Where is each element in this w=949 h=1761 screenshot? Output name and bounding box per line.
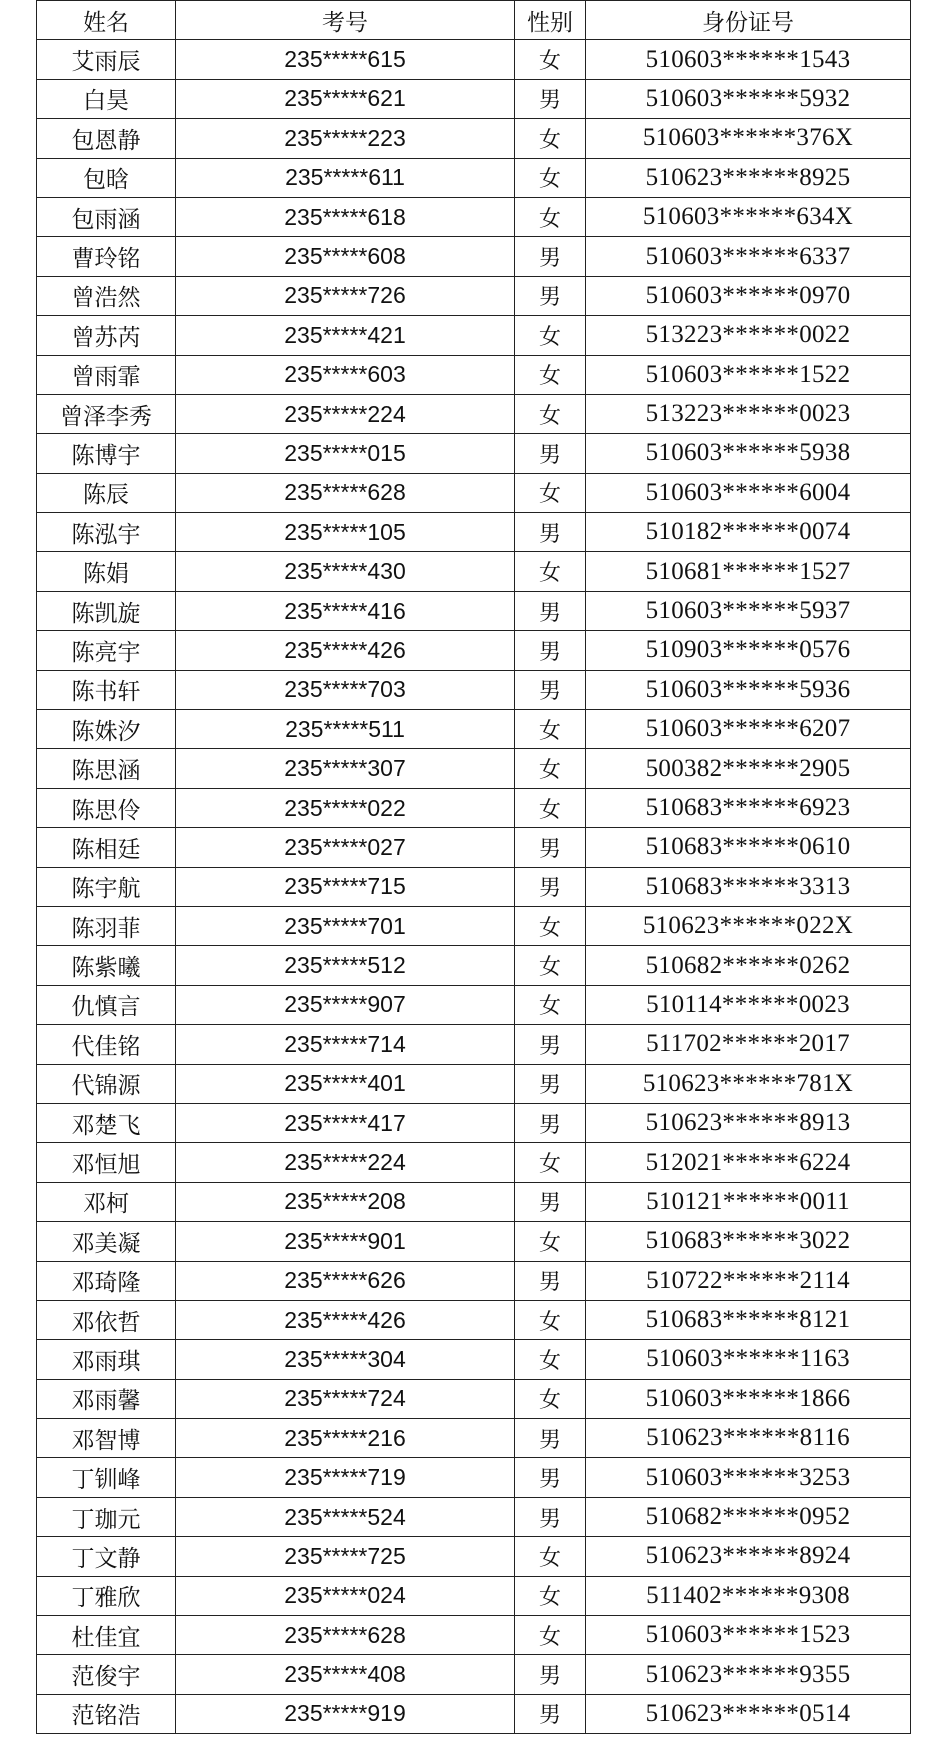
cell-name: 邓依哲 <box>37 1300 176 1339</box>
cell-name: 丁钏峰 <box>37 1458 176 1497</box>
cell-name: 邓智博 <box>37 1419 176 1458</box>
cell-exam-number: 235*****726 <box>176 276 515 315</box>
cell-id-number: 510683******3022 <box>586 1222 911 1261</box>
cell-exam-number: 235*****901 <box>176 1222 515 1261</box>
table-row <box>37 237 911 276</box>
table-row <box>37 1182 911 1221</box>
cell-id-number: 510121******0011 <box>586 1182 911 1221</box>
cell-gender: 女 <box>515 1340 586 1379</box>
cell-exam-number: 235*****907 <box>176 985 515 1024</box>
cell-id-number: 512021******6224 <box>586 1143 911 1182</box>
cell-name: 邓恒旭 <box>37 1143 176 1182</box>
table-row <box>37 1025 911 1064</box>
cell-id-number: 510682******0262 <box>586 946 911 985</box>
header-exam-number: 考号 <box>176 1 515 40</box>
cell-name: 陈书轩 <box>37 670 176 709</box>
cell-gender: 女 <box>515 1300 586 1339</box>
cell-gender: 女 <box>515 473 586 512</box>
cell-name: 陈亮宇 <box>37 631 176 670</box>
cell-exam-number: 235*****421 <box>176 316 515 355</box>
table-row <box>37 79 911 118</box>
table-row <box>37 40 911 79</box>
header-row <box>37 1 911 40</box>
cell-name: 范俊宇 <box>37 1655 176 1694</box>
table-row <box>37 552 911 591</box>
header-id-number: 身份证号 <box>586 1 911 40</box>
cell-exam-number: 235*****603 <box>176 355 515 394</box>
cell-gender: 男 <box>515 631 586 670</box>
cell-gender: 男 <box>515 828 586 867</box>
cell-name: 艾雨辰 <box>37 40 176 79</box>
cell-exam-number: 235*****417 <box>176 1103 515 1142</box>
table-row <box>37 1694 911 1733</box>
cell-exam-number: 235*****715 <box>176 867 515 906</box>
cell-exam-number: 235*****224 <box>176 1143 515 1182</box>
cell-id-number: 510603******6337 <box>586 237 911 276</box>
table-row <box>37 1379 911 1418</box>
table-row <box>37 1458 911 1497</box>
cell-id-number: 510114******0023 <box>586 985 911 1024</box>
cell-exam-number: 235*****224 <box>176 394 515 433</box>
cell-name: 邓雨馨 <box>37 1379 176 1418</box>
cell-name: 陈博宇 <box>37 434 176 473</box>
cell-name: 杜佳宜 <box>37 1616 176 1655</box>
cell-gender: 女 <box>515 355 586 394</box>
table-row <box>37 1103 911 1142</box>
student-roster-table <box>36 0 911 1734</box>
cell-name: 邓柯 <box>37 1182 176 1221</box>
cell-name: 曾雨霏 <box>37 355 176 394</box>
cell-gender: 女 <box>515 1222 586 1261</box>
cell-name: 陈辰 <box>37 473 176 512</box>
cell-name: 陈宇航 <box>37 867 176 906</box>
cell-id-number: 510603******1543 <box>586 40 911 79</box>
cell-exam-number: 235*****524 <box>176 1497 515 1536</box>
cell-name: 包雨涵 <box>37 197 176 236</box>
cell-name: 曾苏芮 <box>37 316 176 355</box>
student-roster-sheet <box>36 0 911 1734</box>
cell-gender: 男 <box>515 670 586 709</box>
cell-id-number: 510682******0952 <box>586 1497 911 1536</box>
table-row <box>37 985 911 1024</box>
cell-id-number: 500382******2905 <box>586 749 911 788</box>
cell-name: 范铭浩 <box>37 1694 176 1733</box>
table-row <box>37 946 911 985</box>
cell-name: 丁雅欣 <box>37 1576 176 1615</box>
table-row <box>37 1497 911 1536</box>
cell-gender: 男 <box>515 1182 586 1221</box>
cell-exam-number: 235*****022 <box>176 788 515 827</box>
cell-id-number: 510603******6207 <box>586 710 911 749</box>
cell-gender: 女 <box>515 710 586 749</box>
cell-name: 曹玲铭 <box>37 237 176 276</box>
table-row <box>37 1616 911 1655</box>
cell-gender: 男 <box>515 1261 586 1300</box>
cell-exam-number: 235*****618 <box>176 197 515 236</box>
cell-exam-number: 235*****615 <box>176 40 515 79</box>
cell-id-number: 510903******0576 <box>586 631 911 670</box>
cell-gender: 女 <box>515 788 586 827</box>
table-row <box>37 394 911 433</box>
cell-name: 代佳铭 <box>37 1025 176 1064</box>
cell-id-number: 510623******0514 <box>586 1694 911 1733</box>
cell-exam-number: 235*****512 <box>176 946 515 985</box>
cell-name: 陈相廷 <box>37 828 176 867</box>
cell-name: 丁珈元 <box>37 1497 176 1536</box>
cell-exam-number: 235*****426 <box>176 631 515 670</box>
cell-name: 陈姝汐 <box>37 710 176 749</box>
cell-gender: 男 <box>515 867 586 906</box>
cell-exam-number: 235*****430 <box>176 552 515 591</box>
table-row <box>37 1537 911 1576</box>
cell-id-number: 510623******9355 <box>586 1655 911 1694</box>
table-row <box>37 867 911 906</box>
cell-gender: 男 <box>515 434 586 473</box>
cell-id-number: 510603******5938 <box>586 434 911 473</box>
cell-exam-number: 235*****628 <box>176 473 515 512</box>
table-row <box>37 1064 911 1103</box>
cell-id-number: 510683******6923 <box>586 788 911 827</box>
table-header <box>37 1 911 40</box>
cell-gender: 女 <box>515 1616 586 1655</box>
cell-exam-number: 235*****401 <box>176 1064 515 1103</box>
cell-name: 曾浩然 <box>37 276 176 315</box>
cell-id-number: 510603******5932 <box>586 79 911 118</box>
table-row <box>37 1143 911 1182</box>
cell-exam-number: 235*****426 <box>176 1300 515 1339</box>
cell-exam-number: 235*****027 <box>176 828 515 867</box>
cell-exam-number: 235*****024 <box>176 1576 515 1615</box>
cell-id-number: 510603******0970 <box>586 276 911 315</box>
cell-exam-number: 235*****611 <box>176 158 515 197</box>
table-row <box>37 670 911 709</box>
cell-gender: 女 <box>515 40 586 79</box>
cell-gender: 男 <box>515 79 586 118</box>
cell-gender: 男 <box>515 513 586 552</box>
cell-exam-number: 235*****719 <box>176 1458 515 1497</box>
cell-id-number: 510681******1527 <box>586 552 911 591</box>
header-gender: 性别 <box>515 1 586 40</box>
table-row <box>37 158 911 197</box>
table-row <box>37 316 911 355</box>
table-row <box>37 1576 911 1615</box>
cell-id-number: 510623******781X <box>586 1064 911 1103</box>
table-row <box>37 1419 911 1458</box>
cell-name: 陈思涵 <box>37 749 176 788</box>
cell-exam-number: 235*****919 <box>176 1694 515 1733</box>
table-row <box>37 828 911 867</box>
table-row <box>37 276 911 315</box>
table-row <box>37 473 911 512</box>
cell-exam-number: 235*****703 <box>176 670 515 709</box>
cell-name: 丁文静 <box>37 1537 176 1576</box>
cell-gender: 男 <box>515 1419 586 1458</box>
cell-exam-number: 235*****015 <box>176 434 515 473</box>
table-body <box>37 40 911 1734</box>
table-row <box>37 1340 911 1379</box>
cell-exam-number: 235*****208 <box>176 1182 515 1221</box>
cell-exam-number: 235*****216 <box>176 1419 515 1458</box>
cell-exam-number: 235*****725 <box>176 1537 515 1576</box>
cell-name: 代锦源 <box>37 1064 176 1103</box>
cell-gender: 女 <box>515 158 586 197</box>
cell-gender: 女 <box>515 552 586 591</box>
header-name: 姓名 <box>37 1 176 40</box>
cell-exam-number: 235*****408 <box>176 1655 515 1694</box>
cell-id-number: 510603******3253 <box>586 1458 911 1497</box>
cell-name: 包晗 <box>37 158 176 197</box>
cell-name: 邓琦隆 <box>37 1261 176 1300</box>
cell-id-number: 510603******5937 <box>586 591 911 630</box>
table-row <box>37 1300 911 1339</box>
cell-exam-number: 235*****416 <box>176 591 515 630</box>
cell-id-number: 510603******634X <box>586 197 911 236</box>
cell-gender: 女 <box>515 1537 586 1576</box>
cell-exam-number: 235*****223 <box>176 119 515 158</box>
cell-name: 陈娟 <box>37 552 176 591</box>
cell-id-number: 510603******6004 <box>586 473 911 512</box>
table-row <box>37 1261 911 1300</box>
cell-id-number: 510603******5936 <box>586 670 911 709</box>
cell-gender: 男 <box>515 237 586 276</box>
cell-name: 曾泽李秀 <box>37 394 176 433</box>
cell-exam-number: 235*****701 <box>176 906 515 945</box>
cell-gender: 女 <box>515 749 586 788</box>
cell-gender: 男 <box>515 591 586 630</box>
cell-id-number: 510603******1163 <box>586 1340 911 1379</box>
cell-name: 邓美凝 <box>37 1222 176 1261</box>
cell-gender: 女 <box>515 197 586 236</box>
cell-gender: 女 <box>515 316 586 355</box>
cell-id-number: 510603******376X <box>586 119 911 158</box>
table-row <box>37 631 911 670</box>
cell-id-number: 511402******9308 <box>586 1576 911 1615</box>
table-row <box>37 197 911 236</box>
cell-name: 仇慎言 <box>37 985 176 1024</box>
cell-gender: 女 <box>515 1379 586 1418</box>
cell-exam-number: 235*****307 <box>176 749 515 788</box>
table-row <box>37 788 911 827</box>
cell-id-number: 510603******1523 <box>586 1616 911 1655</box>
cell-gender: 女 <box>515 119 586 158</box>
table-row <box>37 119 911 158</box>
cell-name: 邓楚飞 <box>37 1103 176 1142</box>
cell-gender: 女 <box>515 1576 586 1615</box>
table-row <box>37 513 911 552</box>
cell-exam-number: 235*****626 <box>176 1261 515 1300</box>
cell-gender: 男 <box>515 1025 586 1064</box>
table-row <box>37 434 911 473</box>
table-row <box>37 710 911 749</box>
table-row <box>37 591 911 630</box>
cell-gender: 男 <box>515 1064 586 1103</box>
cell-id-number: 510623******8924 <box>586 1537 911 1576</box>
table-row <box>37 749 911 788</box>
cell-id-number: 510603******1522 <box>586 355 911 394</box>
cell-id-number: 510722******2114 <box>586 1261 911 1300</box>
cell-name: 陈泓宇 <box>37 513 176 552</box>
cell-exam-number: 235*****511 <box>176 710 515 749</box>
cell-exam-number: 235*****608 <box>176 237 515 276</box>
cell-gender: 女 <box>515 946 586 985</box>
cell-id-number: 513223******0022 <box>586 316 911 355</box>
cell-id-number: 510623******022X <box>586 906 911 945</box>
table-row <box>37 906 911 945</box>
cell-id-number: 510623******8116 <box>586 1419 911 1458</box>
cell-name: 邓雨琪 <box>37 1340 176 1379</box>
cell-name: 陈紫曦 <box>37 946 176 985</box>
cell-id-number: 511702******2017 <box>586 1025 911 1064</box>
cell-gender: 女 <box>515 985 586 1024</box>
cell-exam-number: 235*****304 <box>176 1340 515 1379</box>
cell-id-number: 510623******8925 <box>586 158 911 197</box>
cell-name: 陈思伶 <box>37 788 176 827</box>
table-row <box>37 355 911 394</box>
table-row <box>37 1655 911 1694</box>
cell-id-number: 510623******8913 <box>586 1103 911 1142</box>
cell-id-number: 513223******0023 <box>586 394 911 433</box>
cell-gender: 女 <box>515 394 586 433</box>
cell-gender: 女 <box>515 1143 586 1182</box>
table-row <box>37 1222 911 1261</box>
cell-exam-number: 235*****714 <box>176 1025 515 1064</box>
cell-gender: 男 <box>515 1655 586 1694</box>
cell-gender: 男 <box>515 1497 586 1536</box>
cell-gender: 女 <box>515 906 586 945</box>
cell-id-number: 510603******1866 <box>586 1379 911 1418</box>
cell-name: 白昊 <box>37 79 176 118</box>
cell-name: 陈凯旋 <box>37 591 176 630</box>
cell-exam-number: 235*****628 <box>176 1616 515 1655</box>
cell-gender: 男 <box>515 1694 586 1733</box>
cell-exam-number: 235*****105 <box>176 513 515 552</box>
cell-name: 陈羽菲 <box>37 906 176 945</box>
cell-gender: 男 <box>515 276 586 315</box>
cell-exam-number: 235*****621 <box>176 79 515 118</box>
cell-gender: 男 <box>515 1103 586 1142</box>
cell-gender: 男 <box>515 1458 586 1497</box>
cell-exam-number: 235*****724 <box>176 1379 515 1418</box>
cell-name: 包恩静 <box>37 119 176 158</box>
cell-id-number: 510683******8121 <box>586 1300 911 1339</box>
cell-id-number: 510683******3313 <box>586 867 911 906</box>
cell-id-number: 510182******0074 <box>586 513 911 552</box>
cell-id-number: 510683******0610 <box>586 828 911 867</box>
